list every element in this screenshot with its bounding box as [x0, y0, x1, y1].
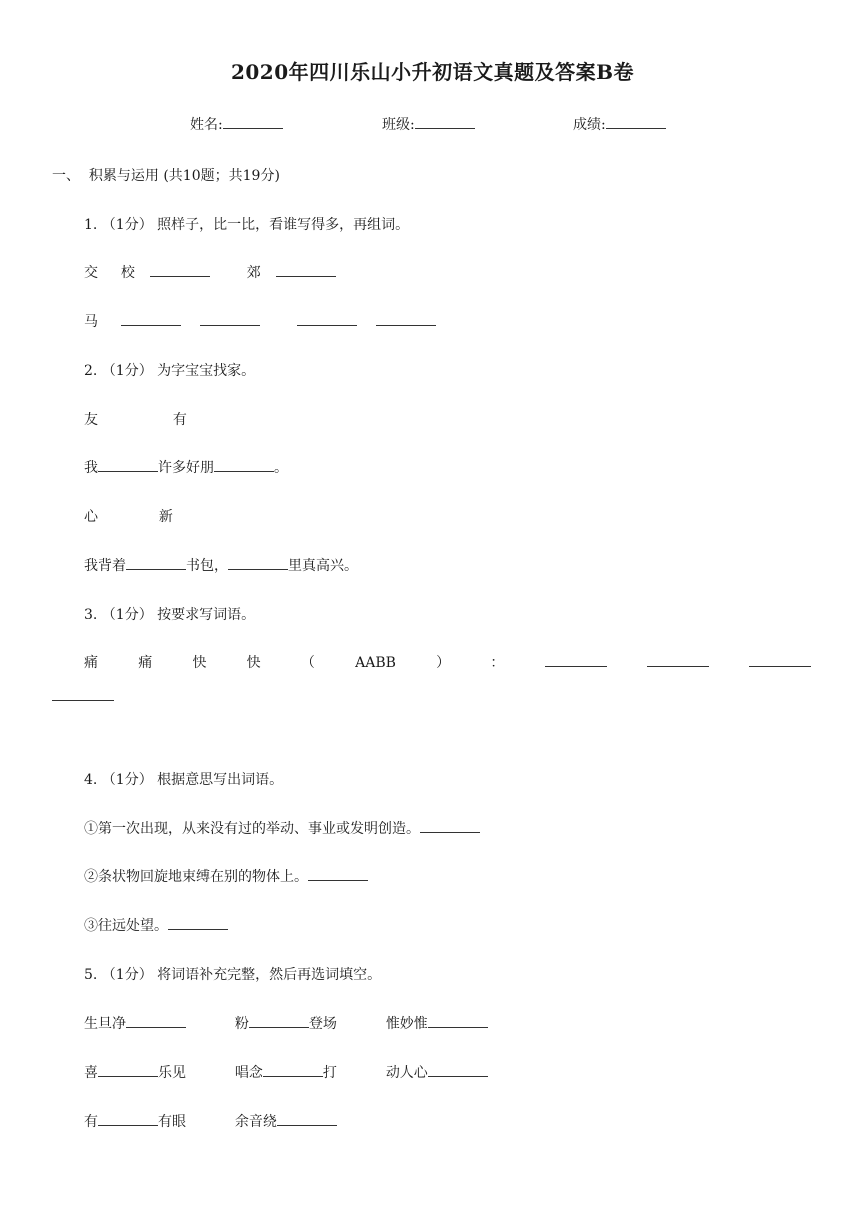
- char-you-friend: 友: [84, 412, 98, 428]
- sentence-1-part-a: 我: [84, 460, 98, 476]
- sentence-1-part-b: 许多好朋: [158, 460, 214, 476]
- q3-char-4: 快: [246, 655, 261, 671]
- q5-a2a: 粉: [234, 1016, 249, 1032]
- char-you-have: 有: [172, 412, 187, 428]
- q5-blank-c1[interactable]: [98, 1111, 158, 1126]
- question-1-heading: 1. （1分） 照样子，比一比，看谁写得多，再组词。: [84, 217, 410, 233]
- q5-c1a: 有: [84, 1114, 98, 1130]
- question-4-item-1: [84, 818, 480, 838]
- q5-a1: 生旦净: [84, 1016, 126, 1032]
- q3-colon: ：: [490, 655, 505, 671]
- char-jiao2: 郊: [246, 265, 261, 281]
- sentence-2-part-a: 我背着: [84, 558, 126, 574]
- q3-right-paren: ）: [436, 655, 451, 671]
- class-field[interactable]: [382, 114, 475, 134]
- page-title: 2020年四川乐山小升初语文真题及答案B卷: [230, 60, 635, 84]
- name-blank[interactable]: [223, 114, 283, 129]
- q3-pattern: AABB: [355, 655, 396, 671]
- q5-blank-b2[interactable]: [263, 1062, 323, 1077]
- q5-a2b: 登场: [308, 1016, 337, 1032]
- question-5-row-1: [84, 1013, 488, 1033]
- sentence-1-part-c: 。: [274, 460, 288, 476]
- sentence-2-part-c: 里真高兴。: [288, 558, 358, 574]
- q3-char-1: 痛: [84, 655, 98, 671]
- question-5-row-2: [84, 1062, 488, 1082]
- sentence-2-part-b: 书包，: [186, 558, 228, 574]
- blank-ma-4[interactable]: [376, 311, 436, 326]
- blank-sentence-1-b[interactable]: [214, 457, 274, 472]
- q5-c1b: 有眼: [158, 1114, 186, 1130]
- q3-blank-1[interactable]: [545, 652, 607, 667]
- blank-xiao[interactable]: [150, 262, 210, 277]
- blank-ma-1[interactable]: [121, 311, 181, 326]
- question-5-row-3: [84, 1111, 337, 1131]
- question-2-sentence-1: [84, 457, 288, 477]
- q5-b2b: 打: [322, 1065, 337, 1081]
- question-4-heading: 4. （1分） 根据意思写出词语。: [84, 772, 284, 788]
- q5-blank-a1[interactable]: [126, 1013, 186, 1028]
- question-2-sentence-2: [84, 555, 358, 575]
- q4-item-2-text: ②条状物回旋地束缚在别的物体上。: [84, 869, 308, 885]
- char-ma: 马: [84, 314, 98, 330]
- name-label: 姓名:: [190, 117, 223, 133]
- q4-blank-1[interactable]: [420, 818, 480, 833]
- name-field[interactable]: [190, 114, 283, 134]
- q5-blank-b3[interactable]: [428, 1062, 488, 1077]
- q5-b1a: 喜: [84, 1065, 98, 1081]
- q5-b3: 动人心: [385, 1065, 428, 1081]
- class-label: 班级:: [382, 117, 415, 133]
- blank-sentence-2-a[interactable]: [126, 555, 186, 570]
- question-4-item-3: [84, 915, 228, 935]
- char-xin-new: 新: [158, 509, 173, 525]
- q4-item-3-text: ③往远处望。: [84, 918, 168, 934]
- question-2-words-1: [84, 409, 187, 429]
- q3-blank-3[interactable]: [749, 652, 811, 667]
- question-1-row-1: [84, 262, 336, 282]
- blank-ma-2[interactable]: [200, 311, 260, 326]
- score-field[interactable]: [573, 114, 666, 134]
- q3-blank-2[interactable]: [647, 652, 709, 667]
- q5-b2a: 唱念: [234, 1065, 263, 1081]
- q5-blank-c2[interactable]: [277, 1111, 337, 1126]
- q5-blank-b1[interactable]: [98, 1062, 158, 1077]
- section-heading: 一、 积累与运用 (共10题；共19分): [52, 168, 280, 184]
- q4-blank-2[interactable]: [308, 866, 368, 881]
- question-5-heading: 5. （1分） 将词语补充完整，然后再选词填空。: [84, 967, 382, 983]
- q3-char-3: 快: [192, 655, 207, 671]
- question-3-heading: 3. （1分） 按要求写词语。: [84, 607, 256, 623]
- question-4-item-2: [84, 866, 368, 886]
- score-label: 成绩:: [573, 117, 606, 133]
- blank-sentence-2-b[interactable]: [228, 555, 288, 570]
- blank-ma-3[interactable]: [297, 311, 357, 326]
- blank-sentence-1-a[interactable]: [98, 457, 158, 472]
- q5-blank-a3[interactable]: [428, 1013, 488, 1028]
- char-jiao: 交: [84, 265, 98, 281]
- q4-blank-3[interactable]: [168, 915, 228, 930]
- q3-left-paren: （: [300, 655, 315, 671]
- blank-jiao2[interactable]: [276, 262, 336, 277]
- char-xin-heart: 心: [84, 509, 98, 525]
- question-1-row-2: [84, 311, 436, 331]
- q3-char-2: 痛: [138, 655, 153, 671]
- q5-a3: 惟妙惟: [385, 1016, 428, 1032]
- question-3-row: [84, 652, 811, 672]
- q4-item-1-text: ①第一次出现，从来没有过的举动、事业或发明创造。: [84, 821, 420, 837]
- q5-blank-a2[interactable]: [249, 1013, 309, 1028]
- char-xiao: 校: [120, 265, 135, 281]
- score-blank[interactable]: [606, 114, 666, 129]
- q3-blank-4[interactable]: [52, 686, 114, 701]
- q5-c2: 余音绕: [234, 1114, 277, 1130]
- question-2-words-2: [84, 506, 173, 526]
- class-blank[interactable]: [415, 114, 475, 129]
- q5-b1b: 乐见: [158, 1065, 186, 1081]
- question-2-heading: 2. （1分） 为字宝宝找家。: [84, 363, 256, 379]
